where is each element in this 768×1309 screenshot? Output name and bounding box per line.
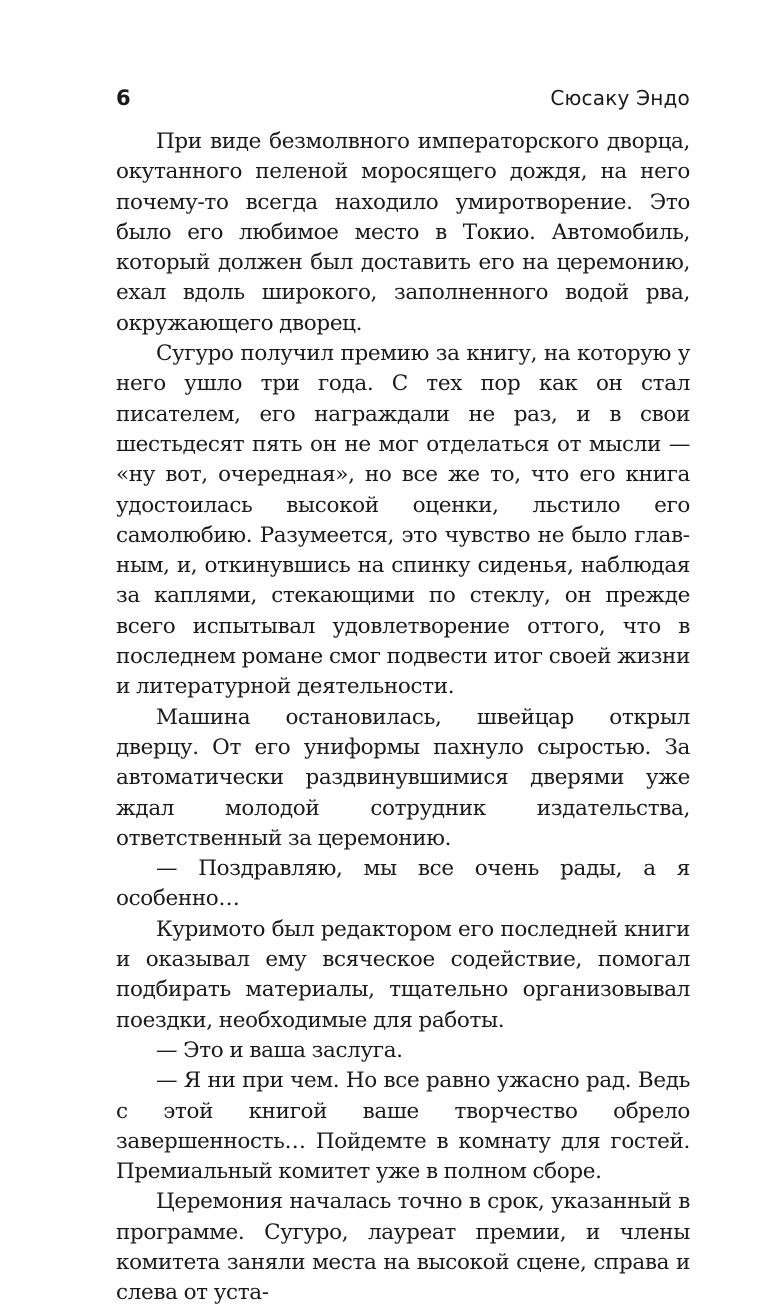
dialogue-line: — Я ни при чем. Но все равно ужасно рад. Ведь с этой книгой ваше творчество обрело завершенность… Пойдемте в комнату для гостей. Премиальный комитет уже в полном сборе. — [116, 1068, 690, 1185]
paragraph: Церемония началась точно в срок, указанный в программе. Сугуро, лауреат премии, и члены комитета заняли места на высокой сцене, справа и слева от уста- — [116, 1189, 690, 1306]
page-header — [116, 82, 690, 122]
book-page — [116, 82, 690, 1309]
paragraph: Куримото был редактором его последней книги и оказывал ему всяческое содействие, помогал подбирать материалы, тщательно организовывал поездки, необходимые для работы. — [116, 916, 690, 1033]
paragraph: Машина остановилась, швейцар открыл дверцу. От его униформы пахнуло сыростью. За автоматически раздвинувшимися дверями уже ждал молодой сотрудник издательства, ответственный за церемонию. — [116, 704, 690, 851]
running-head-author: Сюсаку Эндо — [550, 86, 690, 110]
paragraph: Сугуро получил премию за книгу, на которую у него ушло три года. С тех пор как он стал писателем, его награждали не раз, и в свои шестьдесят пять он не мог отделаться от мысли — «ну вот, очередная», но все же то, что его книга удостоилась высокой оценки, льстило его самолюбию. Разумеется, это чувство не было главным, и, откинувшись на спинку сиденья, наблюдая за каплями, стекающими по стеклу, он прежде всего испытывал удовлетворение оттого, что в последнем романе смог подвести итог своей жизни и литературной деятельности. — [116, 341, 690, 700]
paragraph: При виде безмолвного императорского дворца, окутанного пеленой моросящего дождя, на него почему-то всегда находило умиротворение. Это было его любимое место в Токио. Автомобиль, который должен был доставить его на церемонию, ехал вдоль широкого, заполненного водой рва, окружающего дворец. — [116, 129, 690, 336]
body-text — [116, 127, 690, 1309]
page-number: 6 — [116, 86, 131, 110]
dialogue-line: — Это и ваша заслуга. — [156, 1037, 403, 1063]
dialogue-line: — Поздравляю, мы все очень рады, а я особенно… — [116, 856, 690, 912]
